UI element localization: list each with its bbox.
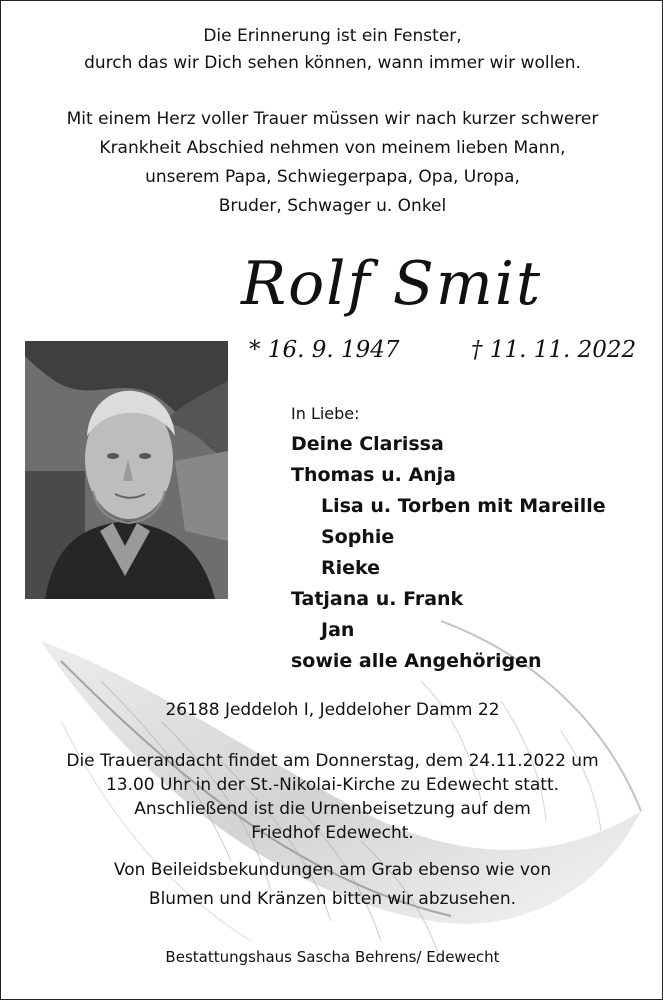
mourner-name: Thomas u. Anja xyxy=(291,464,457,486)
intro-line: Bruder, Schwager u. Onkel xyxy=(218,196,447,216)
mourners-label: In Liebe: xyxy=(291,404,360,423)
mourner-name: Deine Clarissa xyxy=(291,433,444,455)
mourner-name: Sophie xyxy=(321,526,395,548)
condolence-note xyxy=(1,856,663,914)
portrait-photo xyxy=(25,341,228,599)
service-line: Die Trauerandacht findet am Donnerstag, dem 24.11.2022 um xyxy=(66,751,599,771)
funeral-home: Bestattungshaus Sascha Behrens/ Edewecht xyxy=(165,948,500,966)
service-line: 13.00 Uhr in der St.-Nikolai-Kirche zu Edewecht statt. xyxy=(105,775,560,795)
mourner-name: Jan xyxy=(321,619,355,641)
service-line: Friedhof Edewecht. xyxy=(251,823,414,843)
mourners-list xyxy=(291,401,606,677)
deceased-name: Rolf Smit xyxy=(241,249,543,319)
poem-line: Die Erinnerung ist ein Fenster, xyxy=(203,26,462,46)
poem xyxy=(1,23,663,77)
intro-line: Krankheit Abschied nehmen von meinem lieben Mann, xyxy=(99,138,566,158)
intro-text xyxy=(1,105,663,221)
mourner-name: Tatjana u. Frank xyxy=(291,588,464,610)
mourner-name: Lisa u. Torben mit Mareille xyxy=(321,495,606,517)
service-line: Anschließend ist die Urnenbeisetzung auf dem xyxy=(134,799,531,819)
condolence-line: Blumen und Kränzen bitten wir abzusehen. xyxy=(148,889,517,909)
mourner-name: Rieke xyxy=(321,557,381,579)
birth-date: * 16. 9. 1947 xyxy=(249,337,400,363)
address: 26188 Jeddeloh I, Jeddeloher Damm 22 xyxy=(165,700,500,720)
death-date: † 11. 11. 2022 xyxy=(471,337,637,363)
intro-line: unserem Papa, Schwiegerpapa, Opa, Uropa, xyxy=(145,167,520,187)
condolence-line: Von Beileidsbekundungen am Grab ebenso wie von xyxy=(113,860,552,880)
mourner-name: sowie alle Angehörigen xyxy=(291,650,542,672)
intro-line: Mit einem Herz voller Trauer müssen wir nach kurzer schwerer xyxy=(66,109,599,129)
poem-line: durch das wir Dich sehen können, wann immer wir wollen. xyxy=(84,53,581,73)
service-info xyxy=(1,749,663,845)
